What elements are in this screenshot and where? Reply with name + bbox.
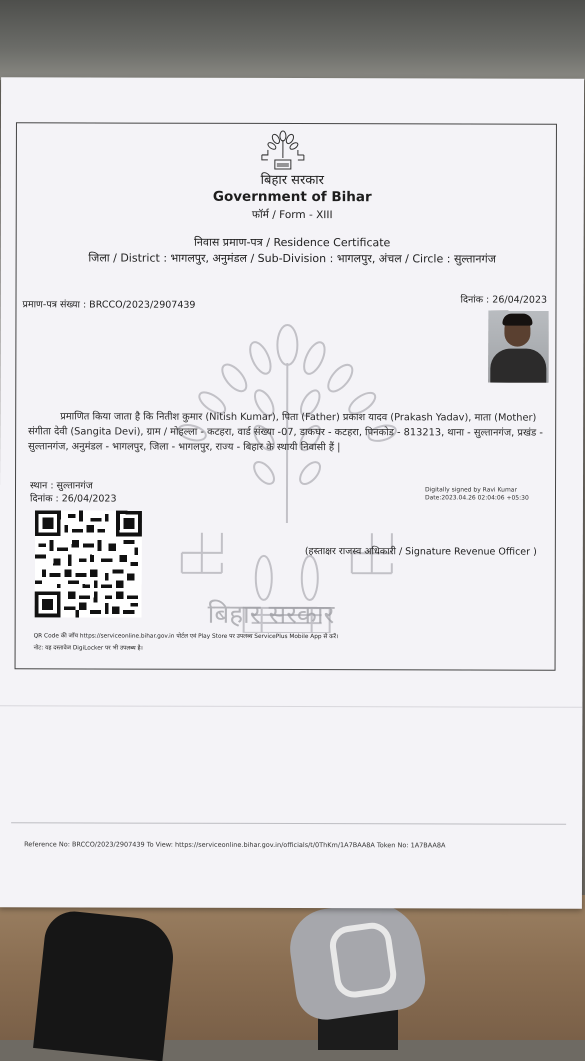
reference-divider xyxy=(11,822,566,824)
certificate-paper xyxy=(0,77,584,909)
person-leg-left xyxy=(33,909,177,1061)
background-wall xyxy=(0,0,585,80)
watermark-text: बिहार सरकार xyxy=(207,599,335,631)
certificate-title: निवास प्रमाण-पत्र / Residence Certificate xyxy=(193,235,391,250)
bihar-emblem-icon xyxy=(259,128,307,172)
bihar-watermark-emblem-icon xyxy=(172,323,403,634)
reference-line: Reference No: BRCCO/2023/2907439 To View: https://serviceonline.bihar.gov.in/officials/t/0ThKm/1A7BAA8A Token No: 1A7BAA8A xyxy=(24,840,446,850)
digital-signature-name: Digitally signed by Ravi Kumar xyxy=(424,486,517,494)
place-and-date xyxy=(30,479,117,505)
certificate-number: प्रमाण-पत्र संख्या : BRCCO/2023/2907439 xyxy=(22,299,196,311)
issue-date: दिनांक : 26/04/2023 xyxy=(29,493,117,505)
issue-place: स्थान : सुल्तानगंज xyxy=(30,480,93,492)
government-title: Government of Bihar xyxy=(212,188,372,206)
certificate-body-text: प्रमाणित किया जाता है कि नितीश कुमार (Nitish Kumar), पिता (Father) प्रकाश यादव (Prakash Yadav), माता (Mother) संगीता देवी (Sangita Devi), ग्राम / मोहल्ला - कटहरा, वार्ड संख्या -07, डाकघर - कटहरा, पिनकोड - 813213, थाना - सुल्तानगंज, प्रखंड - सुल्तानगंज, अनुमंडल - भागलपुर, जिला - भागलपुर, राज्य - बिहार के स्थायी निवासी हैं | xyxy=(28,411,543,454)
hindi-government-title: बिहार सरकार xyxy=(260,172,324,189)
digilocker-note: नोट: यह दस्तावेज DigiLocker पर भी उपलब्ध है। xyxy=(33,645,143,652)
qr-code-icon xyxy=(35,510,142,617)
district-line: जिला / District : भागलपुर, अनुमंडल / Sub-Division : भागलपुर, अंचल / Circle : सुल्तानगंज xyxy=(88,251,496,266)
digital-signature-date: Date:2023.04.26 02:04:06 +05:30 xyxy=(424,494,529,502)
certificate-date: दिनांक : 26/04/2023 xyxy=(460,294,548,306)
form-number: फॉर्म / Form - XIII xyxy=(251,208,333,222)
signature-revenue-officer: (हस्ताक्षर राजस्व अधिकारी / Signature Revenue Officer ) xyxy=(304,546,537,558)
paper-fold-line xyxy=(0,705,582,708)
digital-signature xyxy=(425,486,529,502)
qr-verification-note: QR Code की जाँच https://serviceonline.bihar.gov.in पोर्टल एवं Play Store पर उपलब्ध ServicePlus Mobile App से करें। xyxy=(33,633,339,641)
applicant-photo xyxy=(488,311,548,383)
